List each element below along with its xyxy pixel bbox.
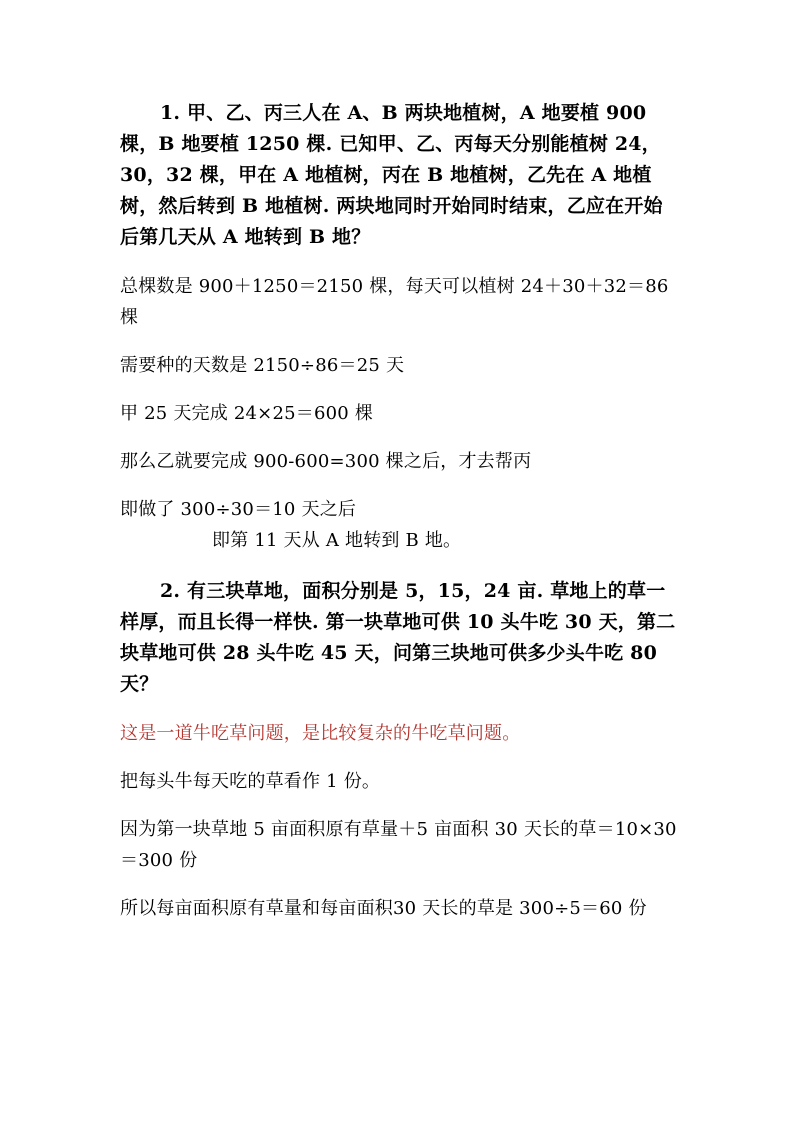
spacer [120, 253, 678, 271]
spacer [120, 381, 678, 398]
spacer [120, 429, 678, 446]
spacer [120, 797, 678, 814]
answer-2-line-4: 所以每亩面积原有草量和每亩面积30 天长的草是 300÷5＝60 份 [120, 898, 647, 919]
answer-1-line-3: 甲 25 天完成 24×25＝600 棵 [120, 403, 374, 424]
answer-2-line-2: 把每头牛每天吃的草看作 1 份。 [120, 771, 381, 792]
spacer [120, 477, 678, 494]
question-2: 2. 有三块草地，面积分别是 5，15，24 亩. 草地上的草一样厚，而且长得一样快. 第一块草地可供 10 头牛吃 30 天，第二块草地可供 28 头牛吃 45 天，问第三块地可供多少头牛吃 80 天？ [120, 580, 676, 695]
spacer [120, 333, 678, 350]
answer-1-line-5 [120, 494, 678, 556]
document-body [120, 98, 678, 924]
answer-1-line-1: 总棵数是 900＋1250＝2150 棵，每天可以植树 24＋30＋32＝86 棵 [120, 276, 669, 328]
spacer [120, 556, 678, 576]
answer-1-line-2: 需要种的天数是 2150÷86＝25 天 [120, 355, 405, 376]
spacer [120, 749, 678, 766]
answer-1-line-5-left: 即做了 300÷30＝10 天之后 [120, 499, 357, 520]
spacer [120, 700, 678, 718]
answer-2-line-1: 这是一道牛吃草问题，是比较复杂的牛吃草问题。 [120, 723, 521, 744]
answer-2-line-3: 因为第一块草地 5 亩面积原有草量＋5 亩面积 30 天长的草＝10×30＝300 份 [120, 819, 677, 871]
answer-1-line-5-right: 即第 11 天从 A 地转到 B 地。 [212, 530, 462, 551]
question-1: 1. 甲、乙、丙三人在 A、B 两块地植树，A 地要植 900 棵，B 地要植 1250 棵. 已知甲、乙、丙每天分别能植树 24，30，32 棵，甲在 A 地植树，丙在 B 地植树，乙先在 A 地植树，然后转到 B 地植树. 两块地同时开始同时结束，乙应在开始后第几天从 A 地转到 B 地？ [120, 102, 663, 248]
answer-1-line-4: 那么乙就要完成 900-600=300 棵之后，才去帮丙 [120, 451, 532, 472]
spacer [120, 876, 678, 893]
